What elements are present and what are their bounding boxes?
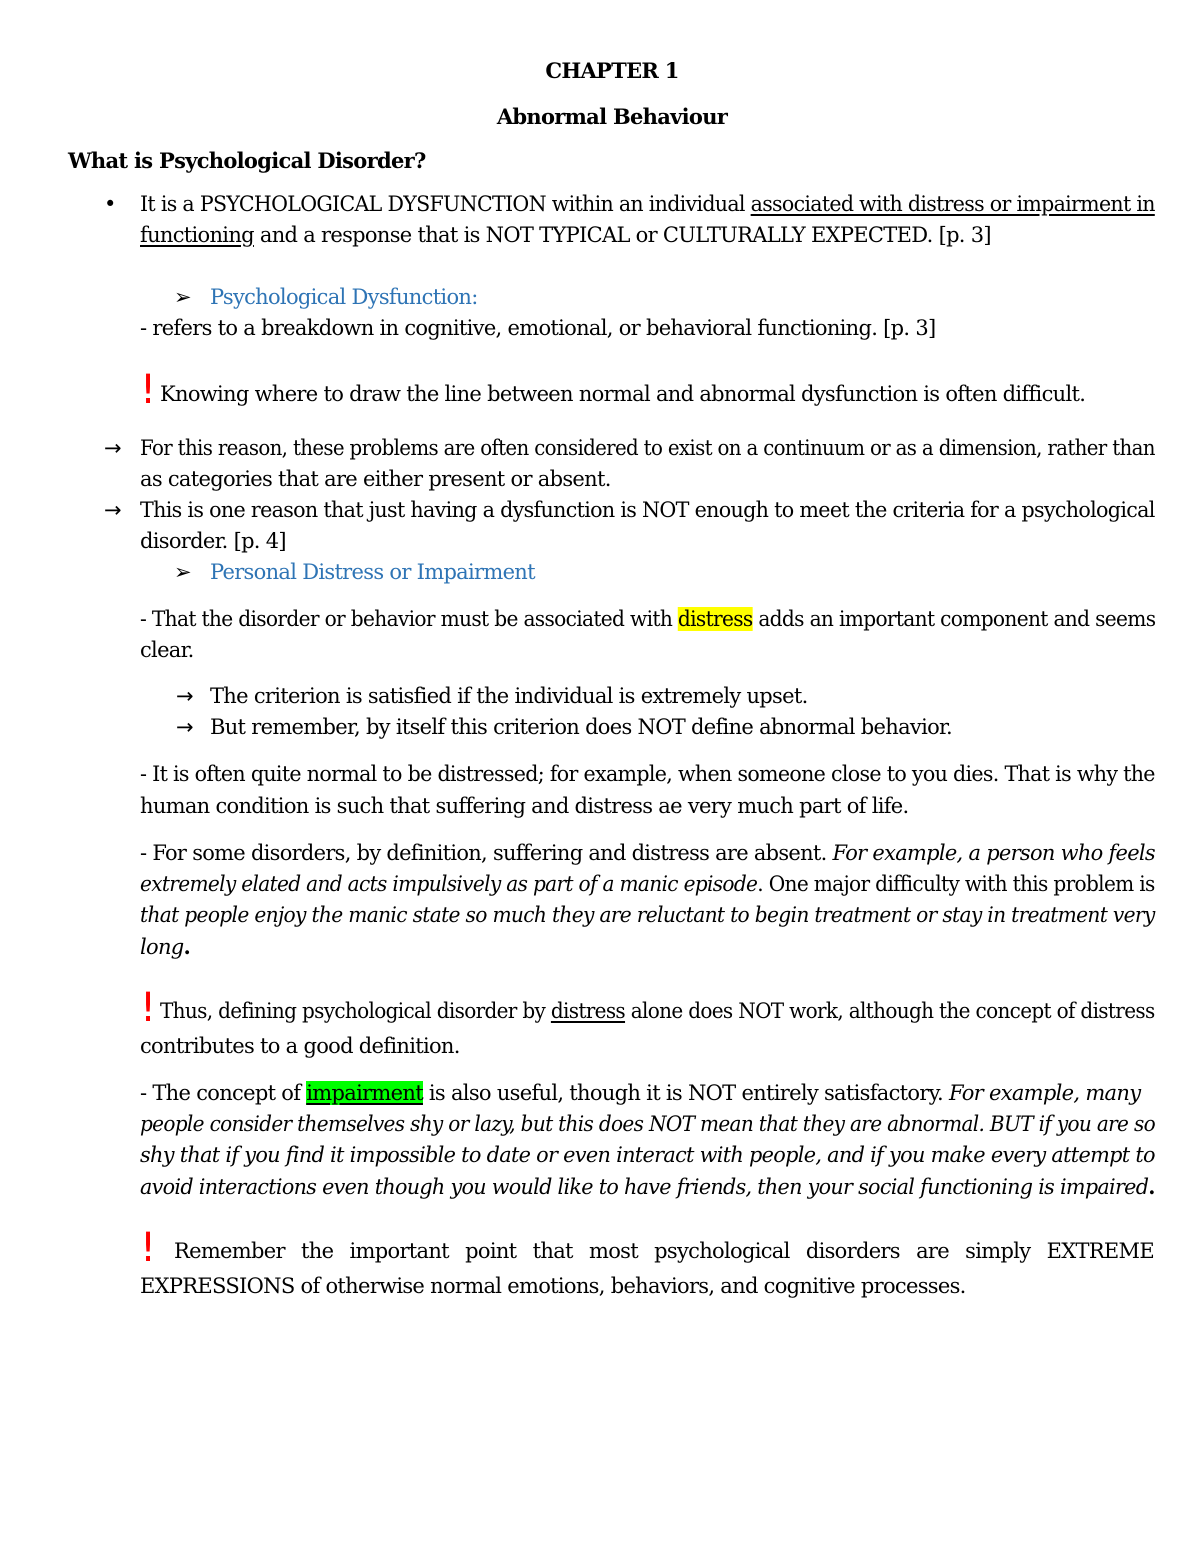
note2-text-a: Thus, defining psychological disorder by bbox=[160, 999, 551, 1023]
note2-underline: distress bbox=[550, 999, 626, 1023]
para1-text-b: adds an important component and seems bbox=[752, 607, 1156, 631]
para2-line-1: - It is often quite normal to be distressed; for example, when someone close to you dies. That is why the bbox=[140, 762, 1155, 786]
para3-italic-4: long bbox=[140, 935, 184, 959]
para4-italic-4: avoid interactions even though you would like to have friends, then your social functioning is impaired bbox=[140, 1175, 1149, 1199]
arrow-icon: → bbox=[176, 715, 193, 739]
arrow-icon: → bbox=[176, 684, 193, 708]
para4-italic-1: For example, many bbox=[949, 1081, 1141, 1105]
highlight-impairment: impairment bbox=[306, 1081, 423, 1105]
bullet-underline-2: functioning bbox=[140, 223, 254, 247]
note3-line-2: EXPRESSIONS of otherwise normal emotions, behaviors, and cognitive processes. bbox=[140, 1274, 966, 1298]
para4-period: . bbox=[1148, 1174, 1155, 1199]
bullet-icon: • bbox=[104, 192, 116, 216]
para3-italic-1: For example, a person who feels bbox=[832, 841, 1155, 865]
para3-line-3: that people enjoy the manic state so much they are reluctant to begin treatment or stay in treatment very bbox=[140, 903, 1155, 927]
note2-line-2: contributes to a good definition. bbox=[140, 1034, 460, 1058]
exclamation-icon: ! bbox=[140, 985, 156, 1031]
note-difficult: Knowing where to draw the line between normal and abnormal dysfunction is often difficult. bbox=[160, 382, 1086, 406]
para4-text-b: is also useful, though it is NOT entirely satisfactory. bbox=[422, 1081, 950, 1105]
section-heading: What is Psychological Disorder? bbox=[68, 148, 426, 173]
bullet-line-2 bbox=[140, 225, 991, 246]
para3-line-1 bbox=[140, 843, 1155, 864]
highlight-distress: distress bbox=[677, 607, 753, 631]
para2-line-2: human condition is such that suffering and distress ae very much part of life. bbox=[140, 794, 909, 818]
bullet-line-1 bbox=[140, 194, 1155, 215]
subheading-psych-dysfunction: Psychological Dysfunction: bbox=[210, 285, 478, 309]
bullet-underline-1: associated with distress or impairment in bbox=[750, 192, 1155, 216]
para1-line-1 bbox=[140, 609, 1155, 630]
page-title: Abnormal Behaviour bbox=[496, 104, 728, 129]
para4-line-2 bbox=[140, 1114, 1155, 1135]
note2-line-1 bbox=[160, 1001, 1155, 1022]
para3-period: . bbox=[183, 934, 191, 959]
arrow1-line-2: as categories that are either present or absent. bbox=[140, 467, 611, 491]
arrow-icon: → bbox=[104, 436, 121, 460]
para4-line-1 bbox=[140, 1083, 1140, 1104]
bullet-text-a: It is a PSYCHOLOGICAL DYSFUNCTION within an individual bbox=[140, 192, 751, 216]
definition-text: - refers to a breakdown in cognitive, emotional, or behavioral functioning. [p. 3] bbox=[140, 316, 936, 340]
subheading-personal-distress: Personal Distress or Impairment bbox=[210, 560, 535, 584]
para4-line-3: shy that if you find it impossible to date or even interact with people, and if you make every attempt to bbox=[140, 1143, 1155, 1167]
arrow1-line-1: For this reason, these problems are often considered to exist on a continuum or as a dimension, rather than bbox=[140, 436, 1155, 460]
arrow2-line-1: This is one reason that just having a dysfunction is NOT enough to meet the criteria for a psychological bbox=[140, 498, 1155, 522]
note2-text-b: alone does NOT work, although the concept of distress bbox=[625, 999, 1155, 1023]
para3-italic-2: extremely elated and acts impulsively as part of a manic episode bbox=[140, 872, 758, 896]
para3-text-a: - For some disorders, by definition, suffering and distress are absent. bbox=[140, 841, 833, 865]
bullet-text-b: and a response that is NOT TYPICAL or CULTURALLY EXPECTED. [p. 3] bbox=[253, 223, 991, 247]
arrowhead-icon: ➢ bbox=[174, 285, 191, 309]
exclamation-icon: ! bbox=[140, 367, 156, 413]
arrow-icon: → bbox=[104, 498, 121, 522]
para1-text-a: - That the disorder or behavior must be associated with bbox=[140, 607, 678, 631]
para4-line-4 bbox=[140, 1176, 1155, 1198]
para1-line-2: clear. bbox=[140, 638, 194, 662]
arrowhead-icon: ➢ bbox=[174, 560, 191, 584]
para3-line-4 bbox=[140, 936, 190, 958]
para3-italic-2b: . One major difficulty with this problem is bbox=[757, 872, 1155, 896]
arrow2-line-2: disorder. [p. 4] bbox=[140, 529, 286, 553]
exclamation-icon: ! bbox=[140, 1225, 156, 1271]
note3-line-1: Remember the important point that most psychological disorders are simply EXTREME bbox=[174, 1239, 1154, 1263]
para4-text-a: - The concept of bbox=[140, 1081, 307, 1105]
arrow4-text: But remember, by itself this criterion does NOT define abnormal behavior. bbox=[210, 715, 953, 739]
para3-line-2 bbox=[140, 874, 1155, 895]
arrow3-text: The criterion is satisfied if the individual is extremely upset. bbox=[210, 684, 808, 708]
para4-italic-2: people consider themselves shy or lazy, but this does NOT mean that they are abnormal bbox=[140, 1112, 979, 1136]
chapter-label: CHAPTER 1 bbox=[545, 58, 679, 83]
para4-italic-2b: . BUT if you are so bbox=[978, 1112, 1155, 1136]
